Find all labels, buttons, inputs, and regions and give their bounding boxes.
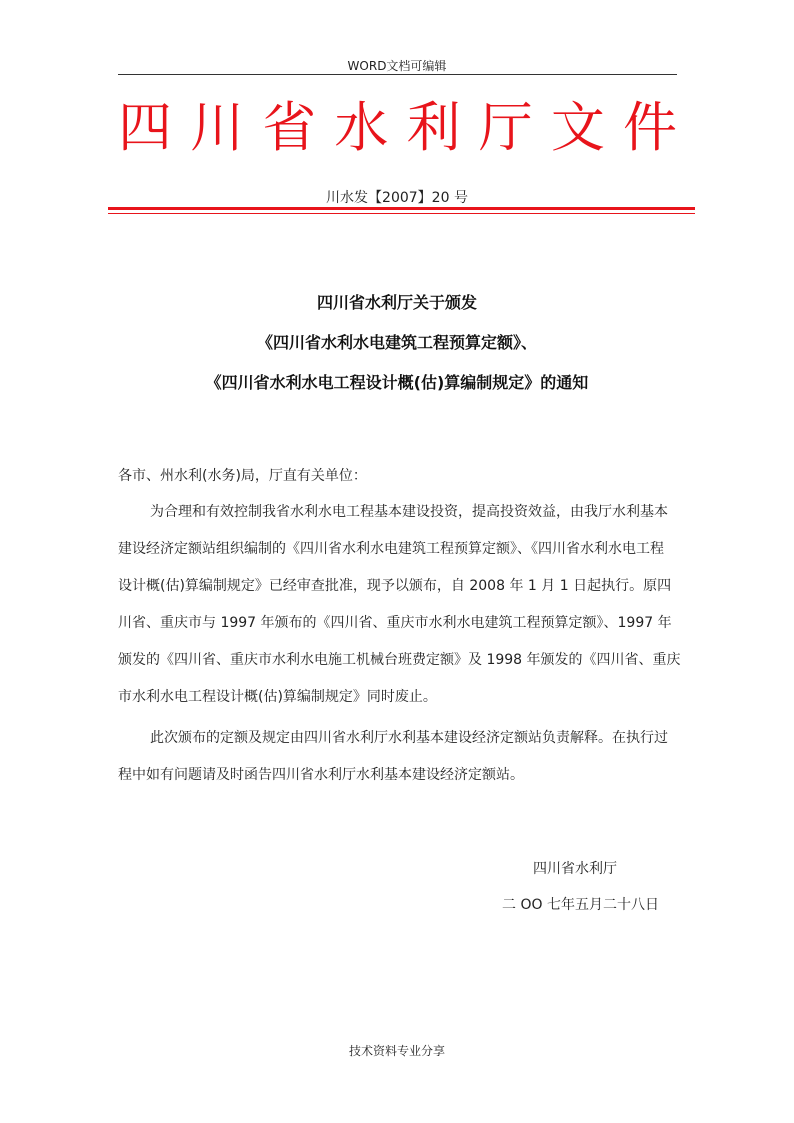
signing-organization: 四川省水利厅 (533, 861, 617, 877)
paragraph-line: 此次颁布的定额及规定由四川省水利厅水利基本建设经济定额站负责解释。在执行过 (150, 730, 668, 746)
title-char: 省 (262, 96, 317, 159)
title-char: 川 (190, 96, 245, 159)
title-char: 件 (622, 96, 677, 159)
signing-date: 二 OO 七年五月二十八日 (502, 897, 659, 913)
salutation: 各市、州水利(水务)局，厅直有关单位： (118, 468, 367, 484)
page-footer-text: 技术资料专业分享 (348, 1044, 445, 1058)
header-divider (118, 74, 677, 75)
paragraph-line: 颁发的《四川省、重庆市水利水电施工机械台班费定额》及 1998 年颁发的《四川省、重庆 (118, 652, 681, 668)
page-header-text: WORD文档可编辑 (347, 59, 447, 73)
body-paragraph-2 (118, 727, 684, 801)
title-char: 利 (406, 96, 461, 159)
paragraph-line: 为合理和有效控制我省水利水电工程基本建设投资，提高投资效益，由我厅水利基本 (150, 504, 668, 520)
red-divider-thick (108, 207, 695, 210)
paragraph-line: 程中如有问题请及时函告四川省水利厅水利基本建设经济定额站。 (118, 767, 524, 783)
notice-subject (0, 283, 794, 403)
paragraph-line: 川省、重庆市与 1997 年颁布的《四川省、重庆市水利水电建筑工程预算定额》、1997 年 (118, 615, 672, 631)
subject-line: 《四川省水利水电建筑工程预算定额》、 (256, 333, 537, 352)
title-char: 文 (550, 96, 605, 159)
paragraph-line: 设计概(估)算编制规定》已经审查批准，现予以颁布，自 2008 年 1 月 1 日起执行。原四 (118, 578, 672, 594)
paragraph-line: 建设经济定额站组织编制的《四川省水利水电建筑工程预算定额》、《四川省水利水电工程 (118, 541, 664, 557)
title-char: 厅 (478, 96, 533, 159)
red-divider-thin (108, 213, 695, 214)
subject-line: 四川省水利厅关于颁发 (316, 293, 477, 312)
paragraph-line: 市水利水电工程设计概(估)算编制规定》同时废止。 (118, 689, 437, 705)
body-paragraph-1 (118, 501, 684, 723)
title-char: 水 (334, 96, 389, 159)
document-title (118, 96, 677, 160)
title-char: 四 (118, 96, 172, 159)
subject-line: 《四川省水利水电工程设计概(估)算编制规定》的通知 (205, 373, 589, 392)
document-number: 川水发【2007】20 号 (326, 190, 468, 206)
